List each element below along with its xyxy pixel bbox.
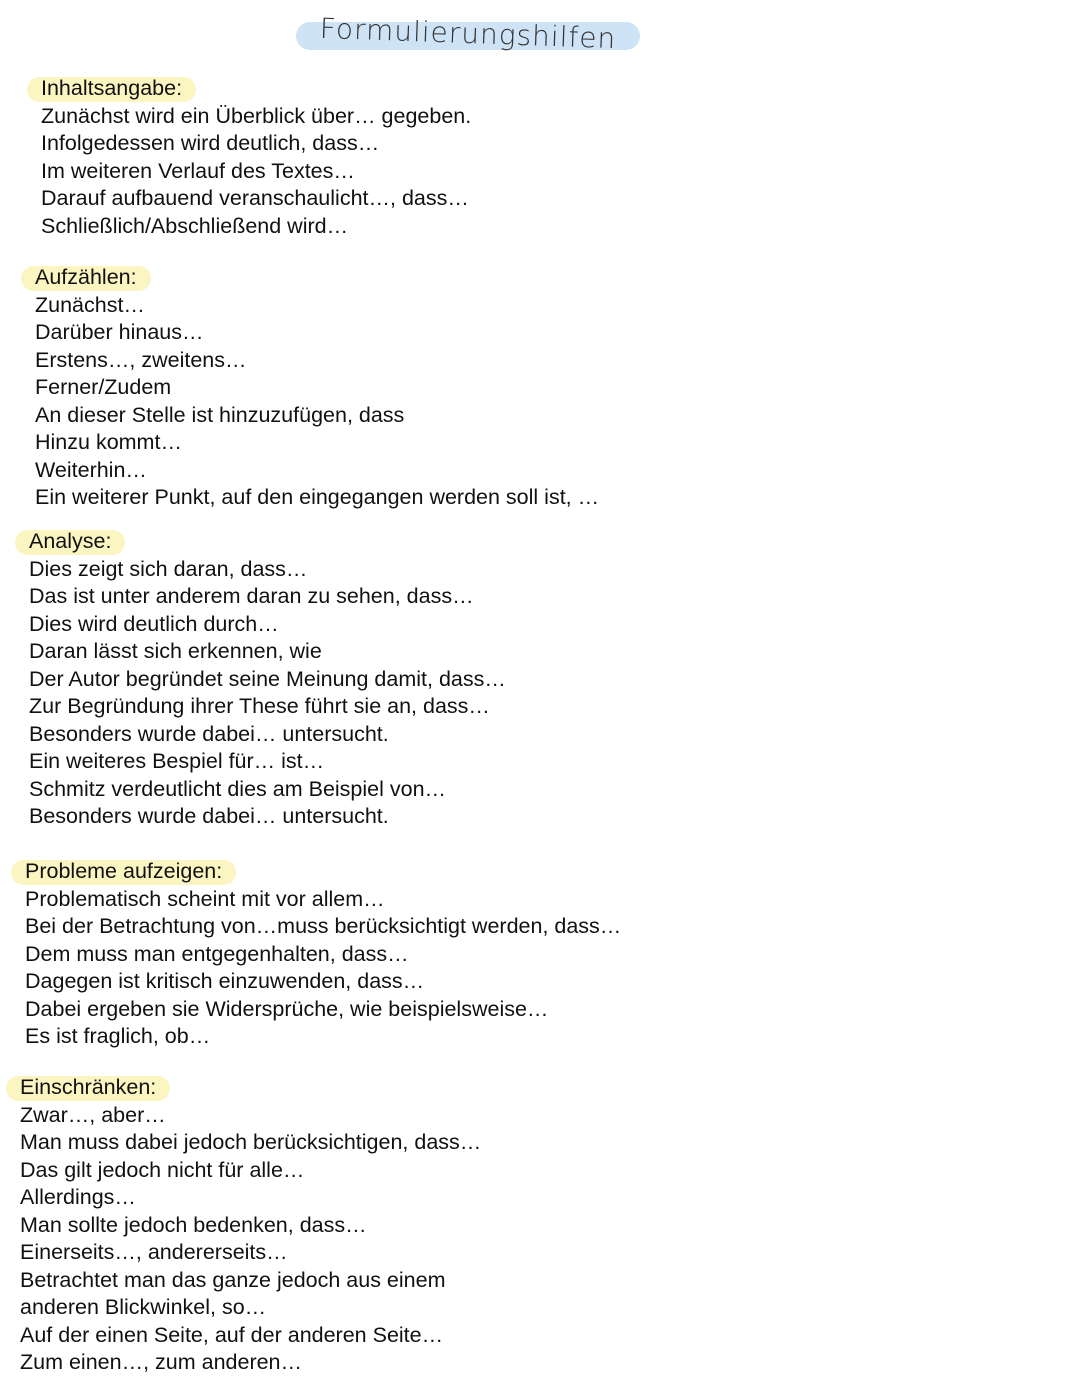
phrase-item: Ferner/Zudem — [35, 375, 172, 399]
section-einschraenken — [20, 1074, 481, 1377]
phrase-item: Dies wird deutlich durch… — [29, 611, 279, 636]
phrase-item: Man muss dabei jedoch berücksichtigen, dass… — [20, 1130, 482, 1154]
phrase-item: Besonders wurde dabei… untersucht. — [29, 721, 389, 746]
phrase-item: Weiterhin… — [35, 457, 147, 482]
phrase-item: Besonders wurde dabei… untersucht. — [29, 804, 389, 828]
section-heading: Einschränken: — [20, 1074, 170, 1102]
phrase-item: Das ist unter anderem daran zu sehen, dass… — [29, 584, 474, 608]
phrase-item: Infolgedessen wird deutlich, dass… — [41, 131, 380, 155]
phrase-item: Zunächst… — [35, 292, 145, 317]
phrase-item: Ein weiterer Punkt, auf den eingegangen werden soll ist, … — [35, 485, 600, 509]
section-probleme-aufzeigen — [25, 858, 621, 1051]
phrase-item: Der Autor begründet seine Meinung damit, dass… — [29, 666, 506, 691]
phrase-item: Dabei ergeben sie Widersprüche, wie beispielsweise… — [25, 996, 549, 1021]
phrase-item: Zum einen…, zum anderen… — [20, 1350, 303, 1374]
phrase-item: Das gilt jedoch nicht für alle… — [20, 1157, 305, 1182]
section-analyse — [29, 528, 506, 831]
phrase-item: Erstens…, zweitens… — [35, 347, 247, 372]
phrase-item: Zur Begründung ihrer These führt sie an, dass… — [29, 694, 490, 718]
section-heading: Inhaltsangabe: — [41, 75, 196, 103]
phrase-item: Problematisch scheint mit vor allem… — [25, 886, 385, 911]
phrase-item: Bei der Betrachtung von…muss berücksichtigt werden, dass… — [25, 914, 622, 938]
page-title — [296, 12, 640, 56]
phrase-item: Es ist fraglich, ob… — [25, 1024, 211, 1048]
phrase-list — [35, 292, 599, 512]
phrase-list — [29, 556, 506, 831]
phrase-item: Darüber hinaus… — [35, 320, 204, 344]
phrase-item: Schließlich/Abschließend wird… — [41, 213, 349, 238]
phrase-item: Allerdings… — [20, 1185, 136, 1209]
phrase-item: Dem muss man entgegenhalten, dass… — [25, 941, 409, 966]
section-inhaltsangabe — [41, 75, 471, 240]
section-aufzaehlen — [35, 264, 599, 512]
phrase-item: An dieser Stelle ist hinzuzufügen, dass — [35, 402, 405, 427]
phrase-item: Betrachtet man das ganze jedoch aus einem — [20, 1267, 446, 1292]
phrase-list — [25, 886, 621, 1051]
phrase-item: Ein weiteres Bespiel für… ist… — [29, 749, 325, 773]
phrase-item: Man sollte jedoch bedenken, dass… — [20, 1212, 367, 1237]
phrase-item: Dagegen ist kritisch einzuwenden, dass… — [25, 969, 425, 993]
phrase-list — [41, 103, 471, 241]
phrase-item: Dies zeigt sich daran, dass… — [29, 556, 308, 581]
phrase-item: Hinzu kommt… — [35, 430, 182, 454]
section-heading: Analyse: — [29, 528, 125, 556]
phrase-item: Auf der einen Seite, auf der anderen Seite… — [20, 1322, 444, 1347]
phrase-item: Einerseits…, andererseits… — [20, 1240, 288, 1264]
phrase-item: Darauf aufbauend veranschaulicht…, dass… — [41, 186, 469, 210]
phrase-list — [20, 1102, 481, 1377]
section-heading: Probleme aufzeigen: — [25, 858, 236, 886]
phrase-item: Im weiteren Verlauf des Textes… — [41, 158, 355, 183]
section-heading: Aufzählen: — [35, 264, 151, 292]
phrase-item: Zwar…, aber… — [20, 1102, 166, 1127]
phrase-item: anderen Blickwinkel, so… — [20, 1295, 267, 1319]
phrase-item: Schmitz verdeutlicht dies am Beispiel von… — [29, 776, 447, 801]
phrase-item: Zunächst wird ein Überblick über… gegeben. — [41, 103, 472, 128]
page-title-text: Formulierungshilfen — [319, 11, 617, 56]
phrase-item: Daran lässt sich erkennen, wie — [29, 639, 322, 663]
